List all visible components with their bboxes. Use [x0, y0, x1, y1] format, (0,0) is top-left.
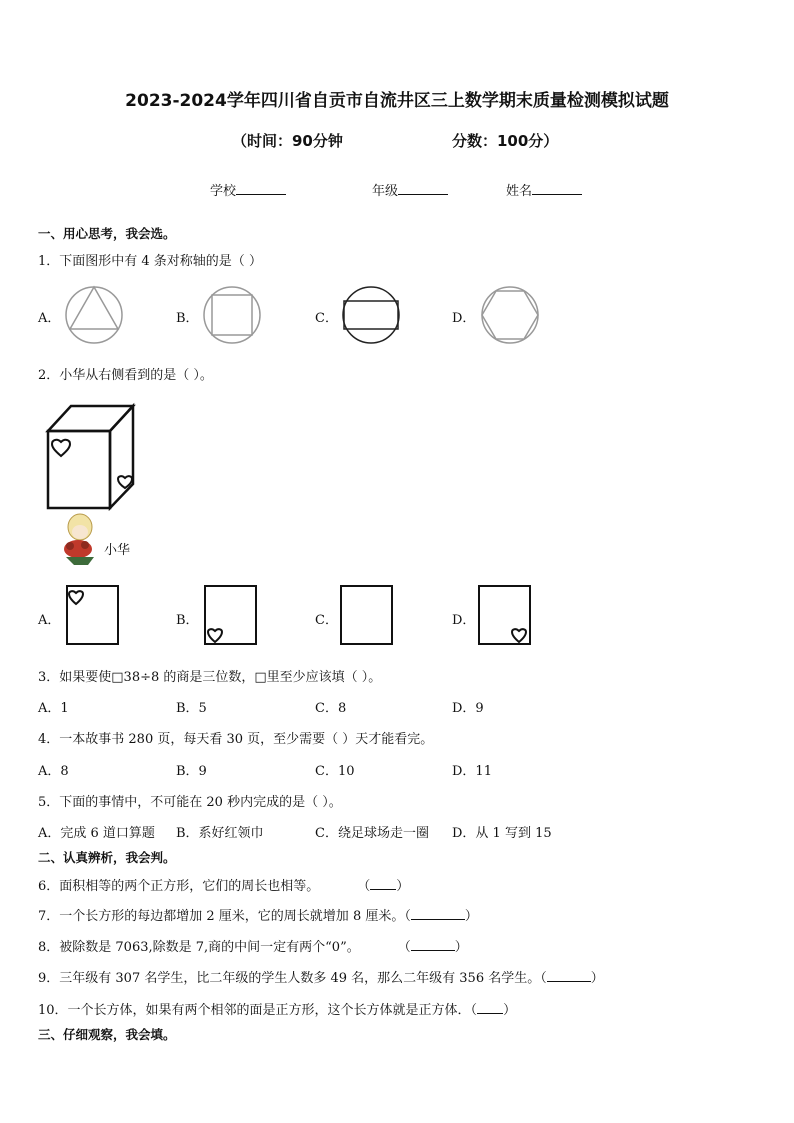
section-2-heading: 二、认真辨析，我会判。 [38, 850, 176, 865]
q4-option-a: A．8 [38, 764, 69, 779]
school-blank [236, 182, 286, 195]
q5-option-d: D．从 1 写到 15 [452, 826, 552, 841]
question-4: 4．一本故事书 280 页，每天看 30 页，至少需要（ ）天才能看完。 [38, 732, 434, 747]
q3-option-a: A．1 [38, 701, 69, 716]
exam-time: （时间：90分钟 [232, 132, 343, 150]
q5-option-c: C．绕足球场走一圈 [315, 826, 429, 841]
cube-figure [45, 404, 137, 512]
question-5: 5．下面的事情中，不可能在 20 秒内完成的是（ ）。 [38, 795, 342, 810]
section-3-heading: 三、仔细观察，我会填。 [38, 1027, 176, 1042]
q2-option-a-label: A． [38, 613, 61, 628]
answer-blank[interactable] [547, 968, 591, 982]
heart-icon [69, 591, 83, 604]
option-a-face [66, 585, 120, 647]
q5-option-b: B．系好红领巾 [176, 826, 264, 841]
q1-option-d-label: D． [452, 311, 476, 326]
option-c-face [340, 585, 394, 647]
question-1: 1．下面图形中有 4 条对称轴的是（ ） [38, 254, 262, 269]
question-6-text: 6．面积相等的两个正方形，它们的周长也相等。 [38, 879, 320, 894]
answer-paren-open: （ [404, 909, 411, 924]
answer-blank[interactable] [370, 876, 396, 890]
heart-icon [512, 629, 526, 642]
q4-option-b: B．9 [176, 764, 207, 779]
question-7-text: 7．一个长方形的每边都增加 2 厘米，它的周长就增加 8 厘米。 [38, 909, 405, 924]
q1-option-a-label: A． [38, 311, 61, 326]
q1-option-b-label: B． [176, 311, 199, 326]
circle-square-figure [202, 286, 262, 346]
answer-paren-open: （ [397, 940, 411, 955]
answer-paren-close: ） [503, 1003, 517, 1018]
question-3: 3．如果要使□38÷8 的商是三位数，□里至少应该填（ ）。 [38, 670, 382, 685]
grade-label: 年级 [372, 184, 399, 199]
answer-paren-open: （ [470, 1003, 478, 1018]
name-label: 姓名 [506, 184, 533, 199]
answer-paren-close: ） [464, 909, 478, 924]
child-avatar-icon [58, 513, 102, 567]
q2-option-d-label: D． [452, 613, 476, 628]
answer-paren-close: ） [590, 971, 604, 986]
q1-option-c-label: C． [315, 311, 338, 326]
question-8 [38, 936, 468, 955]
q2-option-b-label: B． [176, 613, 199, 628]
heart-icon [208, 629, 222, 642]
q3-option-b: B．5 [176, 701, 207, 716]
q2-option-c-label: C． [315, 613, 338, 628]
school-label: 学校 [210, 184, 237, 199]
school-field [210, 180, 286, 199]
answer-blank[interactable] [411, 906, 465, 920]
answer-paren-close: ） [454, 940, 468, 955]
name-blank [532, 182, 582, 195]
circle-rectangle-figure [340, 286, 402, 346]
question-7 [38, 905, 478, 924]
option-d-face [478, 585, 532, 647]
grade-blank [398, 182, 448, 195]
answer-blank[interactable] [411, 937, 455, 951]
question-2: 2．小华从右侧看到的是（ ）。 [38, 368, 213, 383]
answer-paren-open: （ [540, 971, 547, 986]
name-field [506, 180, 582, 199]
question-10-text: 10．一个长方体，如果有两个相邻的面是正方形，这个长方体就是正方体． [38, 1003, 471, 1018]
question-9 [38, 967, 604, 986]
q5-option-a: A．完成 6 道口算题 [38, 826, 155, 841]
exam-score: 分数：100分） [452, 132, 559, 150]
option-b-face [204, 585, 258, 647]
person-label: 小华 [104, 543, 131, 558]
page-title: 2023-2024学年四川省自贡市自流井区三上数学期末质量检测模拟试题 [125, 91, 669, 111]
q4-option-c: C．10 [315, 764, 355, 779]
answer-blank[interactable] [477, 1000, 503, 1014]
question-6 [38, 875, 409, 894]
heart-icon [52, 440, 70, 456]
question-8-text: 8．被除数是 7063,除数是 7,商的中间一定有两个“0”。 [38, 940, 360, 955]
q3-option-d: D．9 [452, 701, 484, 716]
q4-option-d: D．11 [452, 764, 492, 779]
q3-option-c: C．8 [315, 701, 347, 716]
circle-hexagon-figure [479, 286, 541, 346]
answer-paren-close: ） [396, 879, 410, 894]
question-10 [38, 999, 516, 1018]
section-1-heading: 一、用心思考，我会选。 [38, 226, 176, 241]
question-9-text: 9．三年级有 307 名学生，比二年级的学生人数多 49 名，那么二年级有 356 名学生。 [38, 971, 541, 986]
answer-paren-open: （ [357, 879, 371, 894]
grade-field [372, 180, 448, 199]
circle-triangle-figure [64, 286, 124, 346]
